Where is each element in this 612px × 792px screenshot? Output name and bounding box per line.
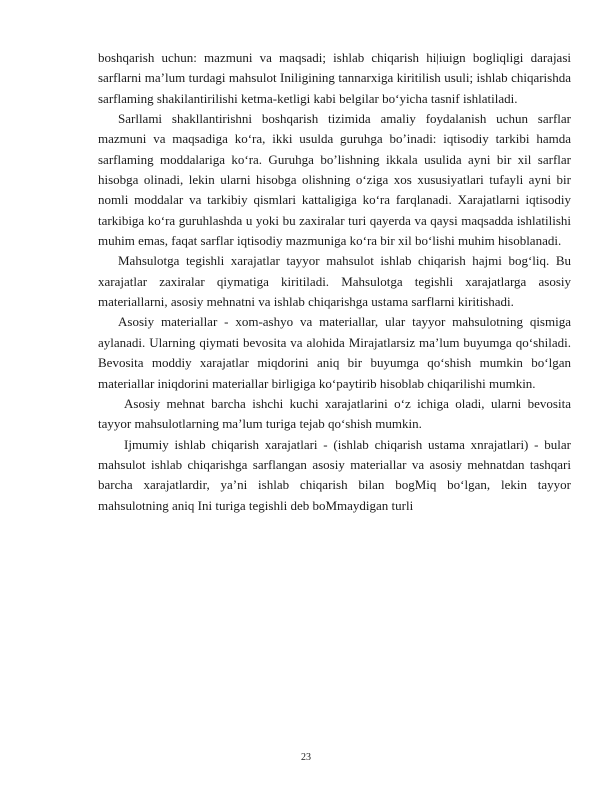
paragraph-5: Asosiy mehnat barcha ishchi kuchi xarajatlarini o‘z ichiga oladi, ularni bevosita tayyor mahsulotlarning ma’lum turiga tejab qo‘shish mumkin. [98,395,571,432]
paragraph-4: Asosiy materiallar - xom-ashyo va materiallar, ular tayyor mahsulotning qismiga aylanadi. Ularning qiymati bevosita va alohida Mirajatlarsiz ma’lum buyumga qo‘shiladi. Bevosita moddiy xarajatlar miqdorini aniq bir buyumga qo‘shish mumkin bo‘lgan materiallar iniqdorini materiallar birligiga ko‘paytirib hisoblab chiqarilishi mumkin. [98,314,571,391]
paragraph-1: boshqarish uchun: mazmuni va maqsadi; ishlab chiqarish hi|iuign bogliqligi darajasi sarflarni ma’lum turdagi mahsulot Iniligining tannarxiga kiritilish usuli; ishlab chiqarishda sarflaming shakilantirilishi ketma-ketligi kabi belgilar bo‘yicha tasnif ishlatiladi. [98,50,571,106]
page-number: 23 [301,752,311,763]
document-body [98,48,571,516]
paragraph-3: Mahsulotga tegishli xarajatlar tayyor mahsulot ishlab chiqarish hajmi bog‘liq. Bu xarajatlar zaxiralar qiymatiga kiritiladi. Mahsulotga tegishli xarajatlarga asosiy materiallarni, asosiy mehnatni va ishlab chiqarishga ustama sarflarni kiritishadi. [98,253,571,310]
paragraph-2: Sarllami shakllantirishni boshqarish tizimida amaliy foydalanish uchun sarflar mazmuni va maqsadiga ko‘ra, ikki usulda guruhga bo’inadi: iqtisodiy tarkibi hamda sarflaming moddalariga ko‘ra. Guruhga bo’lishning ikkala usulida ayni bir xil sarflar hisobga olinadi, lekin ularni hisobga olishning o‘ziga xos xususiyatlari tufayli ayni bir nomli moddalar va tarkibiy qismlari kattaligiga ko‘ra farqlanadi. Xarajatlarni iqtisodiy tarkibiga ko‘ra guruhlashda u yoki bu zaxiralar turi qayerda va qaysi maqsadda ishlatilishi muhim emas, faqat sarflar iqtisodiy mazmuniga ko‘ra bir xil bo‘lishi muhim hisoblanadi. [98,111,571,249]
paragraph-6: Ijmumiy ishlab chiqarish xarajatlari - (ishlab chiqarish ustama xnrajatlari) - bular mahsulot ishlab chiqarishga sarflangan asosiy materiallar va asosiy mehnatdan tashqari barcha xarajatlardir, ya’ni ishlab chiqarish bilan bogMiq bo‘lgan, lekin tayyor mahsulotning aniq Ini turiga tegishli deb boMmaydigan turli [98,436,571,513]
